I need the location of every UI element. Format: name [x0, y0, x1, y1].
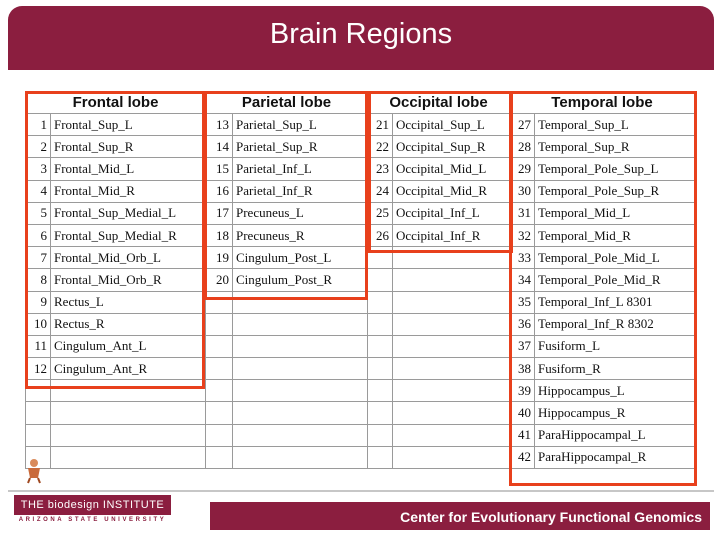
region-name-cell: Frontal_Mid_R [51, 180, 206, 202]
region-name-cell [393, 358, 510, 380]
region-name-cell: Frontal_Mid_L [51, 158, 206, 180]
center-name: Center for Evolutionary Functional Genomics [210, 500, 710, 530]
region-number-cell: 24 [368, 180, 393, 202]
region-number-cell [368, 402, 393, 424]
region-number-cell: 23 [368, 158, 393, 180]
region-number-cell: 31 [510, 202, 535, 224]
region-name-cell [233, 402, 368, 424]
region-name-cell: Parietal_Inf_L [233, 158, 368, 180]
region-name-cell [51, 424, 206, 446]
region-name-cell: Frontal_Sup_Medial_L [51, 202, 206, 224]
region-number-cell [206, 424, 233, 446]
region-number-cell: 35 [510, 291, 535, 313]
region-number-cell: 36 [510, 313, 535, 335]
region-number-cell [206, 446, 233, 468]
header-frontal-lobe: Frontal lobe [26, 91, 206, 114]
region-number-cell [368, 291, 393, 313]
region-name-cell [233, 313, 368, 335]
region-name-cell [233, 335, 368, 357]
region-number-cell: 9 [26, 291, 51, 313]
region-name-cell: Temporal_Pole_Mid_R [535, 269, 695, 291]
region-number-cell: 25 [368, 202, 393, 224]
region-name-cell: Precuneus_L [233, 202, 368, 224]
region-name-cell: Temporal_Inf_L 8301 [535, 291, 695, 313]
region-number-cell: 18 [206, 224, 233, 246]
region-name-cell: Parietal_Sup_R [233, 136, 368, 158]
region-name-cell [233, 424, 368, 446]
mascot-figure-icon [22, 458, 46, 484]
region-name-cell: Occipital_Inf_R [393, 224, 510, 246]
region-number-cell [368, 380, 393, 402]
region-name-cell: Temporal_Inf_R 8302 [535, 313, 695, 335]
region-number-cell: 27 [510, 114, 535, 136]
region-name-cell [233, 380, 368, 402]
region-number-cell [26, 424, 51, 446]
region-number-cell: 32 [510, 224, 535, 246]
region-name-cell: Frontal_Mid_Orb_R [51, 269, 206, 291]
region-name-cell: Fusiform_R [535, 358, 695, 380]
region-name-cell [393, 402, 510, 424]
region-number-cell [368, 424, 393, 446]
region-number-cell: 40 [510, 402, 535, 424]
region-number-cell [368, 335, 393, 357]
footer-divider [8, 490, 714, 492]
region-name-cell: Frontal_Sup_L [51, 114, 206, 136]
frontal-lobe-highlight [25, 91, 205, 389]
region-number-cell: 6 [26, 224, 51, 246]
region-name-cell [393, 291, 510, 313]
region-name-cell: Parietal_Inf_R [233, 180, 368, 202]
region-name-cell: Frontal_Sup_R [51, 136, 206, 158]
header-parietal-lobe: Parietal lobe [206, 91, 368, 114]
region-number-cell: 28 [510, 136, 535, 158]
region-number-cell: 38 [510, 358, 535, 380]
region-name-cell: Fusiform_L [535, 335, 695, 357]
region-number-cell [206, 313, 233, 335]
header-temporal-lobe: Temporal lobe [510, 91, 695, 114]
region-name-cell: Cingulum_Ant_R [51, 358, 206, 380]
region-name-cell [51, 446, 206, 468]
region-number-cell [368, 358, 393, 380]
region-name-cell: Temporal_Pole_Sup_L [535, 158, 695, 180]
region-number-cell: 7 [26, 247, 51, 269]
region-name-cell: Temporal_Pole_Mid_L [535, 247, 695, 269]
region-number-cell: 20 [206, 269, 233, 291]
region-number-cell: 16 [206, 180, 233, 202]
region-name-cell: Occipital_Mid_L [393, 158, 510, 180]
region-name-cell [393, 269, 510, 291]
region-number-cell: 14 [206, 136, 233, 158]
region-name-cell: Occipital_Inf_L [393, 202, 510, 224]
region-number-cell: 1 [26, 114, 51, 136]
region-name-cell: Temporal_Sup_R [535, 136, 695, 158]
region-name-cell: Temporal_Mid_L [535, 202, 695, 224]
region-name-cell: Parietal_Sup_L [233, 114, 368, 136]
region-name-cell [393, 380, 510, 402]
biodesign-logo: THE biodesign INSTITUTE [14, 495, 171, 515]
region-number-cell [206, 380, 233, 402]
region-number-cell: 42 [510, 446, 535, 468]
region-name-cell: Frontal_Mid_Orb_L [51, 247, 206, 269]
region-number-cell [206, 335, 233, 357]
region-name-cell: Cingulum_Post_L [233, 247, 368, 269]
title-banner [8, 6, 714, 70]
region-number-cell: 8 [26, 269, 51, 291]
region-name-cell: Frontal_Sup_Medial_R [51, 224, 206, 246]
region-number-cell: 11 [26, 335, 51, 357]
region-name-cell [233, 358, 368, 380]
slide-title: Brain Regions [269, 18, 453, 50]
region-number-cell [26, 402, 51, 424]
region-number-cell: 10 [26, 313, 51, 335]
header-occipital-lobe: Occipital lobe [368, 91, 510, 114]
region-number-cell: 26 [368, 224, 393, 246]
region-name-cell: Occipital_Mid_R [393, 180, 510, 202]
region-number-cell: 39 [510, 380, 535, 402]
region-number-cell: 13 [206, 114, 233, 136]
region-name-cell [393, 424, 510, 446]
region-number-cell: 34 [510, 269, 535, 291]
region-number-cell: 17 [206, 202, 233, 224]
occipital-lobe-highlight [368, 91, 513, 253]
region-number-cell: 41 [510, 424, 535, 446]
region-name-cell: Temporal_Sup_L [535, 114, 695, 136]
university-name: ARIZONA STATE UNIVERSITY [18, 517, 167, 523]
region-number-cell [206, 402, 233, 424]
region-number-cell [206, 358, 233, 380]
region-number-cell: 33 [510, 247, 535, 269]
region-number-cell: 3 [26, 158, 51, 180]
region-name-cell [233, 446, 368, 468]
region-number-cell: 12 [26, 358, 51, 380]
region-name-cell: Rectus_L [51, 291, 206, 313]
region-number-cell: 29 [510, 158, 535, 180]
region-name-cell [393, 446, 510, 468]
region-number-cell: 21 [368, 114, 393, 136]
region-number-cell: 15 [206, 158, 233, 180]
region-name-cell: Precuneus_R [233, 224, 368, 246]
region-name-cell: Occipital_Sup_R [393, 136, 510, 158]
region-name-cell: Occipital_Sup_L [393, 114, 510, 136]
region-number-cell: 37 [510, 335, 535, 357]
region-number-cell: 30 [510, 180, 535, 202]
region-name-cell [393, 335, 510, 357]
region-name-cell [393, 313, 510, 335]
region-number-cell: 19 [206, 247, 233, 269]
region-number-cell: 5 [26, 202, 51, 224]
region-name-cell: Hippocampus_R [535, 402, 695, 424]
parietal-lobe-highlight [204, 91, 368, 300]
region-name-cell: ParaHippocampal_R [535, 446, 695, 468]
region-number-cell: 22 [368, 136, 393, 158]
region-name-cell: Cingulum_Ant_L [51, 335, 206, 357]
region-name-cell: Cingulum_Post_R [233, 269, 368, 291]
region-number-cell: 4 [26, 180, 51, 202]
region-name-cell: ParaHippocampal_L [535, 424, 695, 446]
region-name-cell: Hippocampus_L [535, 380, 695, 402]
region-number-cell: 2 [26, 136, 51, 158]
region-number-cell [368, 269, 393, 291]
region-number-cell [368, 446, 393, 468]
region-name-cell: Temporal_Pole_Sup_R [535, 180, 695, 202]
region-name-cell: Rectus_R [51, 313, 206, 335]
region-number-cell [368, 313, 393, 335]
temporal-lobe-highlight [509, 91, 697, 486]
region-name-cell [51, 402, 206, 424]
region-name-cell: Temporal_Mid_R [535, 224, 695, 246]
